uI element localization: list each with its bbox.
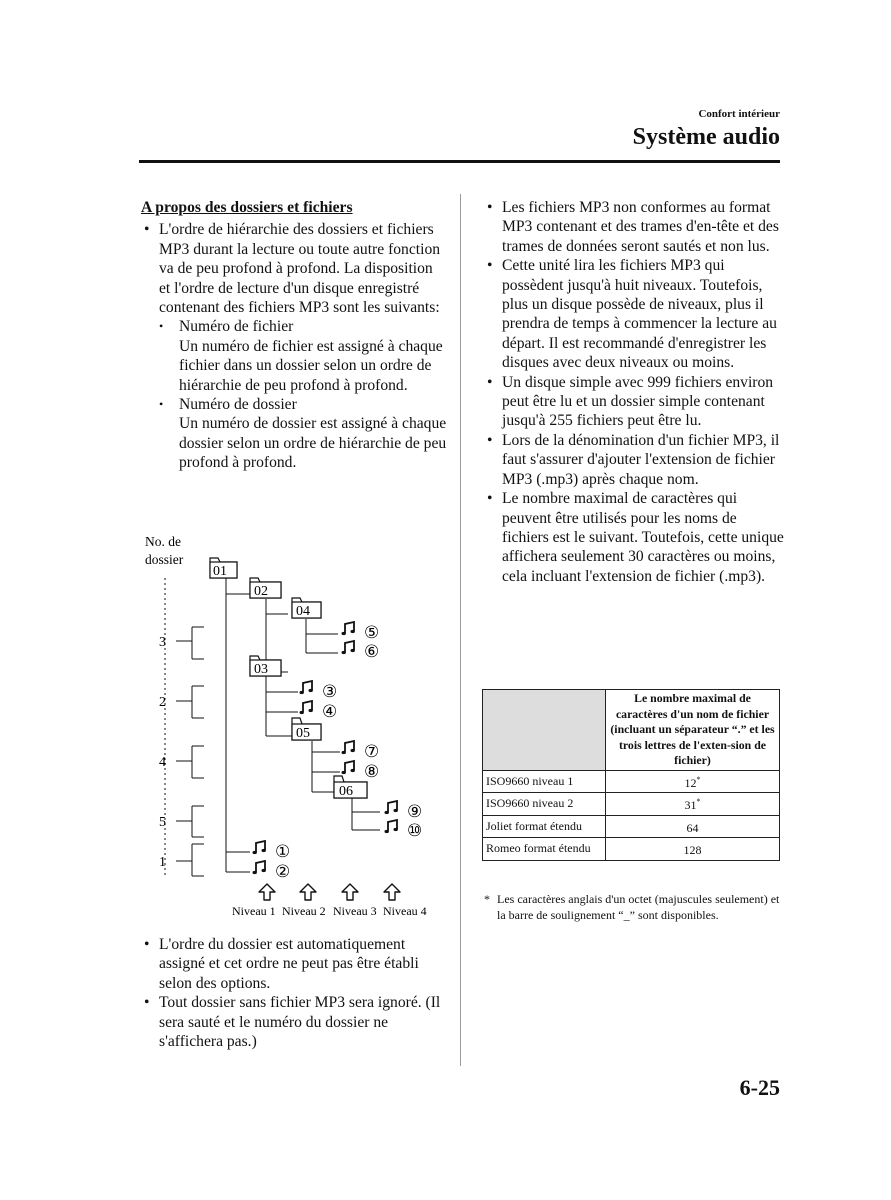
folder-order-notes	[141, 935, 447, 1051]
music-note-icon	[253, 861, 266, 874]
sub-item-folder-number	[159, 395, 447, 473]
folder-label: 02	[254, 584, 268, 599]
folder-bracket	[176, 746, 204, 778]
music-note-icon	[342, 641, 355, 654]
list-item	[484, 256, 784, 372]
sub-term: Numéro de fichier	[179, 318, 294, 336]
sub-desc: Un numéro de fichier est assigné à chaque fichier dans un dossier selon un ordre de hiérarchie de peu profond à profond.	[179, 337, 443, 394]
sub-desc: Un numéro de dossier est assigné à chaque dossier selon un ordre de hiérarchie de peu profond à profond.	[179, 415, 447, 472]
folder-number: 4	[159, 755, 166, 770]
table-cell-format: ISO9660 niveau 1	[483, 770, 606, 793]
column-divider	[460, 194, 461, 1066]
file-number: ⑨	[407, 802, 423, 821]
folder-number: 1	[159, 855, 166, 870]
file-number: ⑤	[364, 623, 380, 642]
diagram-svg	[140, 528, 450, 928]
folder-label: 06	[339, 784, 353, 799]
level-label: Niveau 3	[333, 904, 377, 918]
folder-icon	[210, 558, 237, 579]
music-note-icon	[300, 701, 313, 714]
header-rule	[139, 160, 780, 163]
bullet-text: Un disque simple avec 999 fichiers environ peut être lu et un dossier simple contenant jusqu'à 255 fichiers peut être lu.	[502, 373, 774, 430]
arrow-up-icon	[300, 884, 316, 900]
right-column	[484, 198, 784, 586]
folder-bracket	[176, 806, 204, 837]
table-cell-value: 31*	[606, 793, 780, 816]
level-label: Niveau 1	[232, 904, 276, 918]
footnote-marker: *	[696, 774, 701, 784]
music-note-icon	[300, 681, 313, 694]
folder-icon	[250, 578, 281, 599]
footnote-text: Les caractères anglais d'un octet (majuscules seulement) et la barre de soulignement “_” sont disponibles.	[497, 892, 780, 922]
folder-bracket	[176, 844, 204, 876]
folder-number: 5	[159, 815, 166, 830]
music-note-icon	[253, 841, 266, 854]
table-cell-value: 12*	[606, 770, 780, 793]
arrow-up-icon	[259, 884, 275, 900]
footnote-marker: *	[696, 797, 701, 806]
footnote-mark: *	[484, 892, 490, 906]
arrow-up-icon	[342, 884, 358, 900]
table-header-max-chars	[606, 690, 780, 771]
bullet-text: Le nombre maximal de caractères qui peuvent être utilisés pour les noms de fichiers est le suivant. Toutefois, cette unique affichera seulement 30 caractères ou moins, cela incluant l'extension de fichier (.mp3).	[502, 490, 784, 585]
bullet-text: Tout dossier sans fichier MP3 sera ignoré. (Il sera sauté et le numéro du dossier ne s'affichera pas.)	[159, 994, 441, 1051]
bullet-text: L'ordre de hiérarchie des dossiers et fichiers MP3 durant la lecture ou toute autre fonction va de peu profond à profond. La disposition et l'ordre de lecture d'un disque enregistré contenant des fichiers MP3 sont les suivants:	[159, 221, 441, 317]
list-item	[484, 431, 784, 489]
level-label: Niveau 2	[282, 904, 326, 918]
header-line: (incluant un séparateur “.” et les trois lettres de l'exten-sion de fichier)	[610, 722, 775, 767]
table-row	[483, 770, 780, 793]
left-column	[141, 198, 447, 473]
sub-term: Numéro de dossier	[179, 396, 297, 414]
folder-label: 05	[296, 726, 310, 741]
list-item	[141, 993, 447, 1051]
folder-label: 04	[296, 604, 310, 619]
table-cell-format: ISO9660 niveau 2	[483, 793, 606, 816]
file-number: ⑥	[364, 642, 380, 661]
table-row	[483, 815, 780, 838]
list-item	[141, 220, 447, 472]
table-header-blank	[483, 690, 606, 771]
section-heading: A propos des dossiers et fichiers	[141, 199, 353, 216]
bullet-text: Lors de la dénomination d'un fichier MP3, il faut s'assurer d'ajouter l'extension de fichier MP3 (.mp3) après chaque nom.	[502, 431, 780, 488]
folder-number: 3	[159, 635, 166, 650]
list-item	[484, 373, 784, 431]
table-cell-format: Joliet format étendu	[483, 815, 606, 838]
bullet-text: L'ordre du dossier est automatiquement assigné et cet ordre ne peut pas être établi selon des options.	[159, 936, 419, 992]
music-note-icon	[385, 820, 398, 833]
footnote	[484, 892, 780, 923]
file-number: ⑧	[364, 762, 380, 781]
sub-list	[159, 317, 447, 472]
folder-icon	[334, 776, 367, 799]
file-number: ②	[275, 862, 291, 881]
table-row	[483, 793, 780, 816]
folder-label: 03	[254, 662, 268, 677]
file-number: ⑩	[407, 821, 423, 840]
page-title: Système audio	[632, 124, 780, 150]
bullet-text: Les fichiers MP3 non conformes au format MP3 contenant et des trames d'en-tête et des trames de données seront sautés et non lus.	[502, 199, 779, 255]
list-item	[484, 489, 784, 586]
folder-bracket	[176, 686, 204, 718]
table-header-row	[483, 690, 780, 771]
max-characters-table	[482, 689, 780, 861]
level-label: Niveau 4	[383, 904, 427, 918]
music-note-icon	[385, 801, 398, 814]
page-number: 6-25	[739, 1075, 780, 1100]
folder-number-label-line1: No. de	[145, 534, 181, 549]
table-cell-format: Romeo format étendu	[483, 838, 606, 861]
arrow-up-icon	[384, 884, 400, 900]
table-cell-value: 64	[606, 815, 780, 838]
folder-number-label-line2: dossier	[145, 552, 184, 567]
header-line: Le nombre maximal de caractères d'un nom de fichier	[615, 691, 770, 721]
sub-item-file-number	[159, 317, 447, 395]
section-name: Confort intérieur	[698, 108, 780, 120]
file-number: ⑦	[364, 742, 380, 761]
music-note-icon	[342, 622, 355, 635]
folder-hierarchy-diagram	[140, 528, 450, 928]
music-note-icon	[342, 741, 355, 754]
list-item	[484, 198, 784, 256]
list-item	[141, 935, 447, 993]
folder-icon	[292, 598, 321, 619]
folder-bracket	[176, 627, 204, 659]
folder-label: 01	[213, 564, 227, 579]
folder-icon	[292, 718, 321, 741]
intro-list	[141, 220, 447, 472]
table-cell-value: 128	[606, 838, 780, 861]
file-number: ④	[322, 702, 338, 721]
file-number: ①	[275, 842, 291, 861]
folder-number: 2	[159, 695, 166, 710]
bullet-text: Cette unité lira les fichiers MP3 qui possèdent jusqu'à huit niveaux. Toutefois, plus un disque possède de niveaux, plus il prendra de temps à commencer la lecture au départ. Il est recommandé d'enregistrer les disques avec deux niveaux ou moins.	[502, 257, 777, 372]
file-number: ③	[322, 682, 338, 701]
table-row	[483, 838, 780, 861]
music-note-icon	[342, 761, 355, 774]
